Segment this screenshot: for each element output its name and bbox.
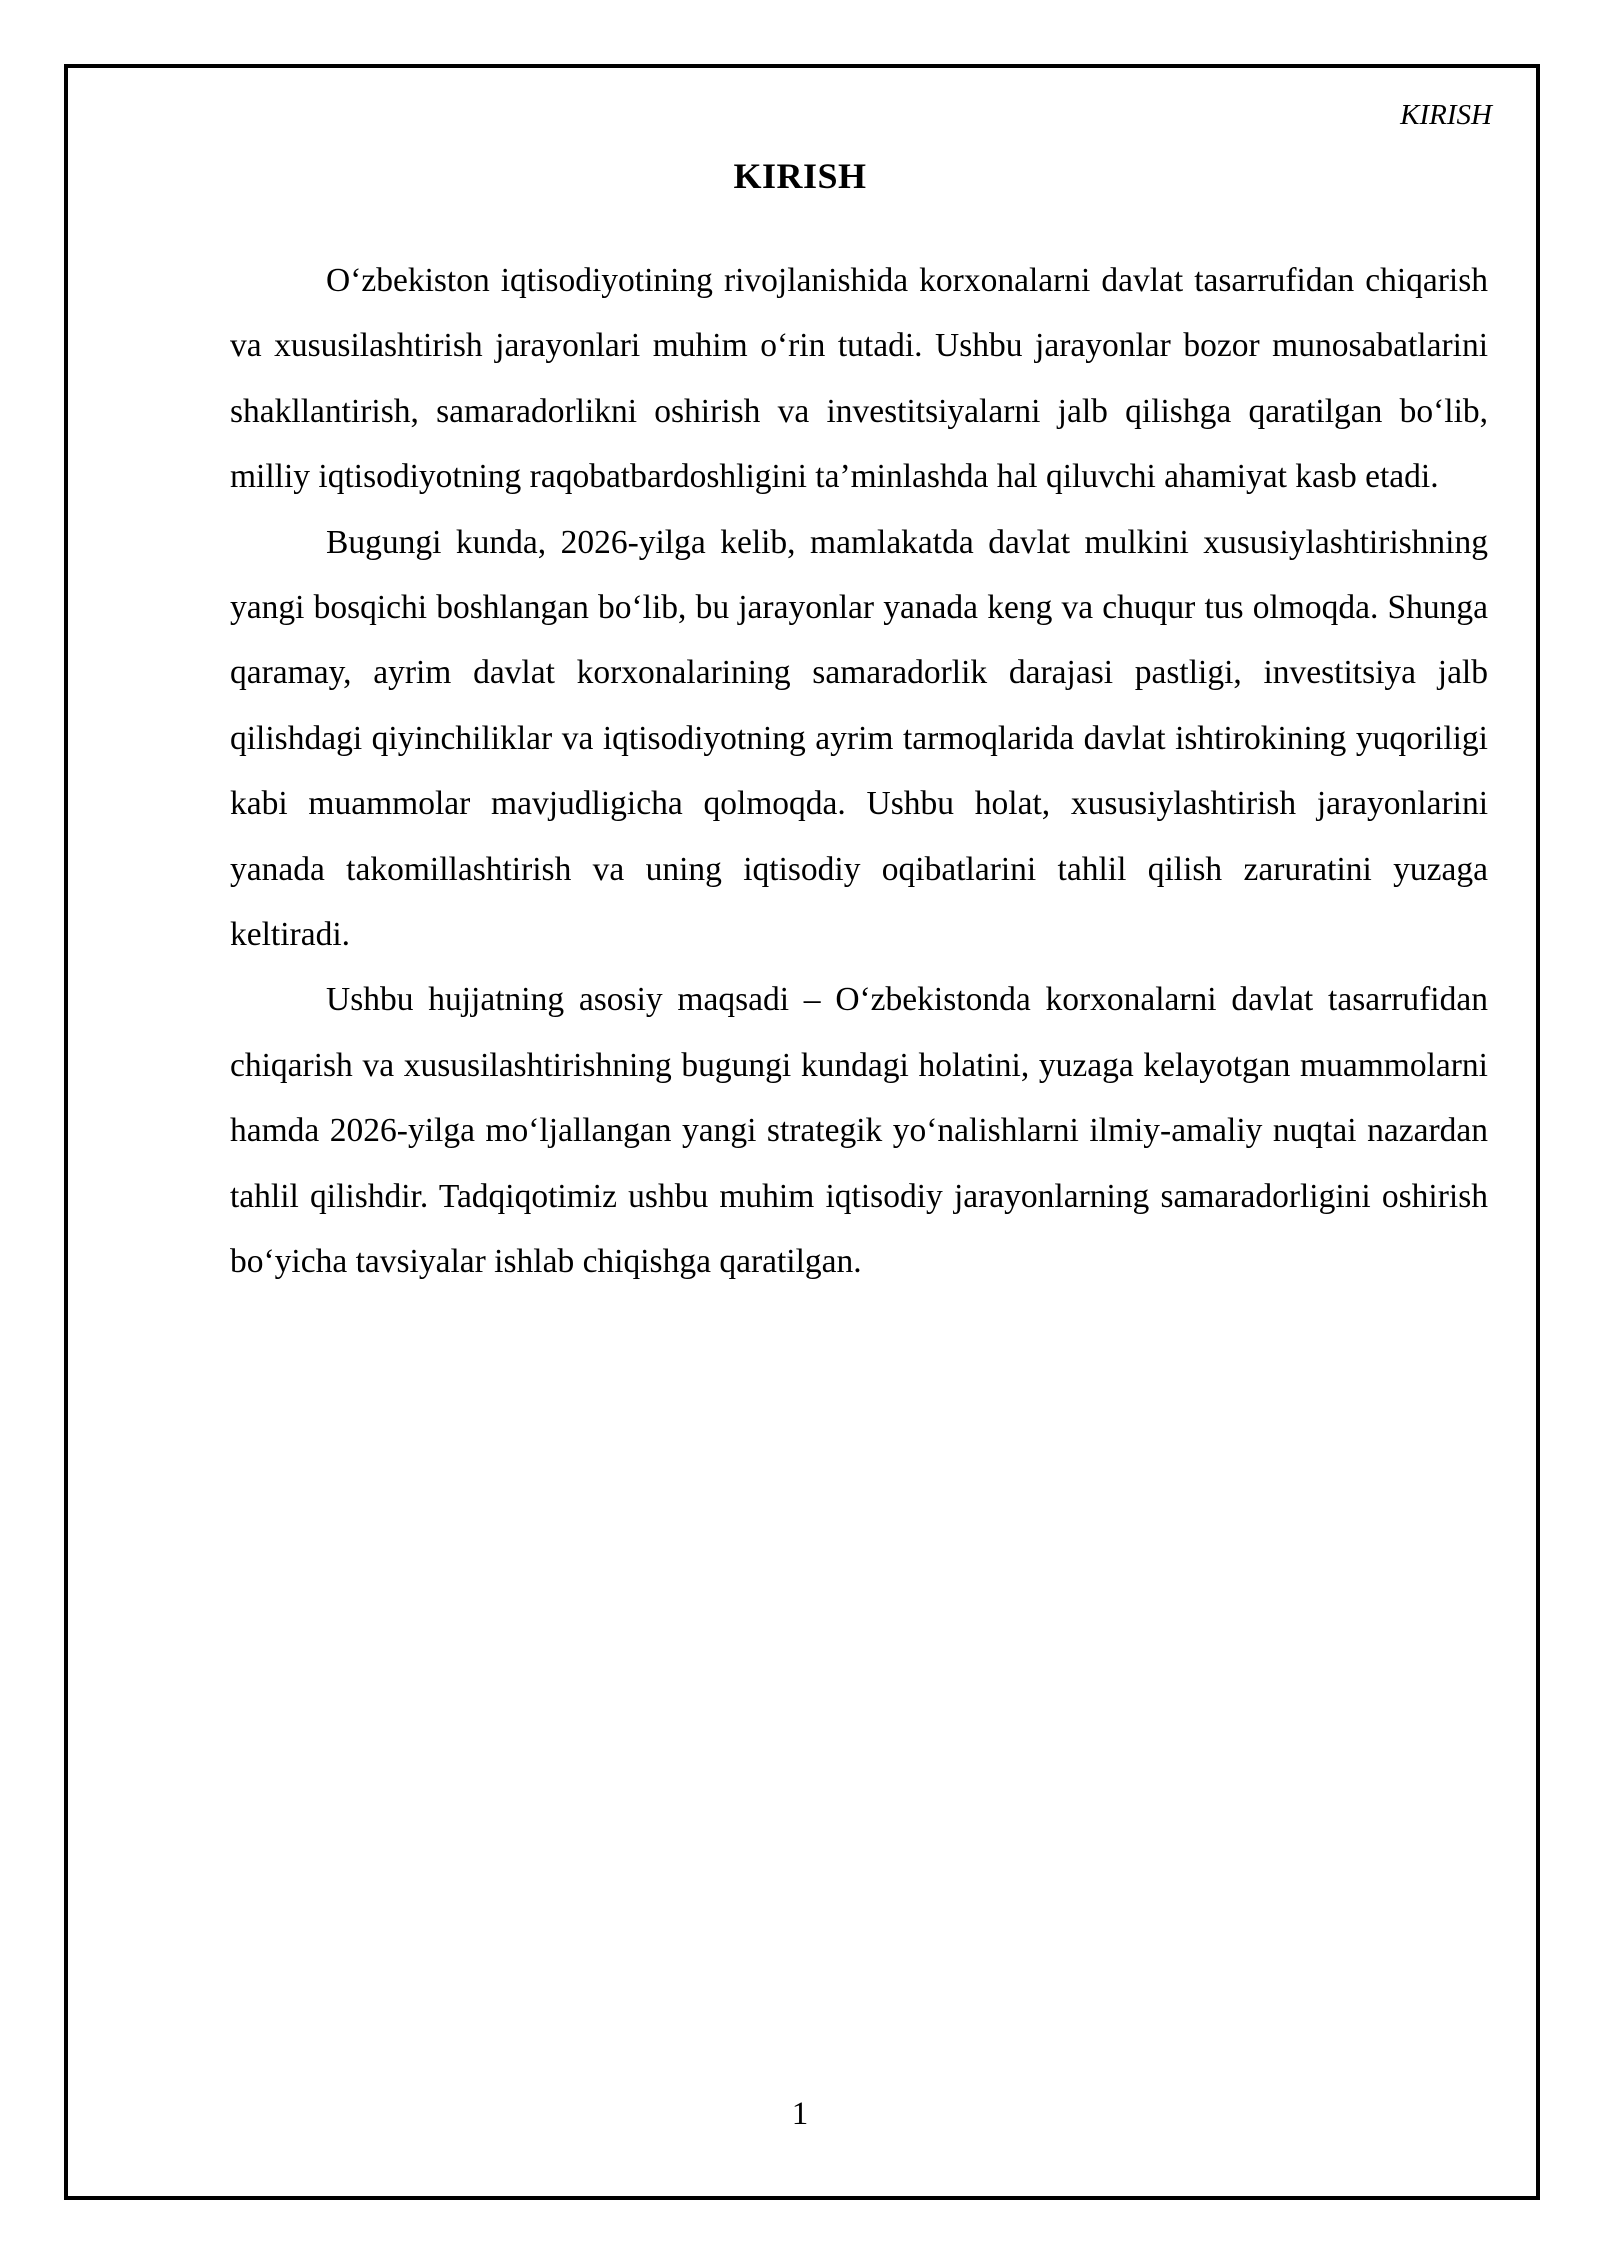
paragraph: Ushbu hujjatning asosiy maqsadi – O‘zbekistonda korxonalarni davlat tasarrufidan chiqarish va xususilashtirishning bugungi kundagi holatini, yuzaga kelayotgan muammolarni hamda 2026-yilga mo‘ljallangan yangi strategik yo‘nalishlarni ilmiy-amaliy nuqtai nazardan tahlil qilishdir. Tadqiqotimiz ushbu muhim iqtisodiy jarayonlarning samaradorligini oshirish bo‘yicha tavsiyalar ishlab chiqishga qaratilgan. <box>230 981 1488 1281</box>
body-text <box>230 248 1488 1295</box>
section-title: KIRISH <box>733 156 867 196</box>
paragraph: O‘zbekiston iqtisodiyotining rivojlanishida korxonalarni davlat tasarrufidan chiqarish va xususilashtirish jarayonlari muhim o‘rin tutadi. Ushbu jarayonlar bozor munosabatlarini shakllantirish, samaradorlikni oshirish va investitsiyalarni jalb qilishga qaratilgan bo‘lib, milliy iqtisodiyotning raqobatbardoshligini ta’minlashda hal qiluvchi ahamiyat kasb etadi. <box>230 262 1488 496</box>
running-header: KIRISH <box>1400 99 1492 131</box>
paragraph: Bugungi kunda, 2026-yilga kelib, mamlakatda davlat mulkini xususiylashtirishning yangi bosqichi boshlangan bo‘lib, bu jarayonlar yanada keng va chuqur tus olmoqda. Shunga qaramay, ayrim davlat korxonalarining samaradorlik darajasi pastligi, investitsiya jalb qilishdagi qiyinchiliklar va iqtisodiyotning ayrim tarmoqlarida davlat ishtirokining yuqoriligi kabi muammolar mavjudligicha qolmoqda. Ushbu holat, xususiylashtirish jarayonlarini yanada takomillashtirish va uning iqtisodiy oqibatlarini tahlil qilish zaruratini yuzaga keltiradi. <box>230 523 1488 954</box>
page-number: 1 <box>791 2096 809 2132</box>
